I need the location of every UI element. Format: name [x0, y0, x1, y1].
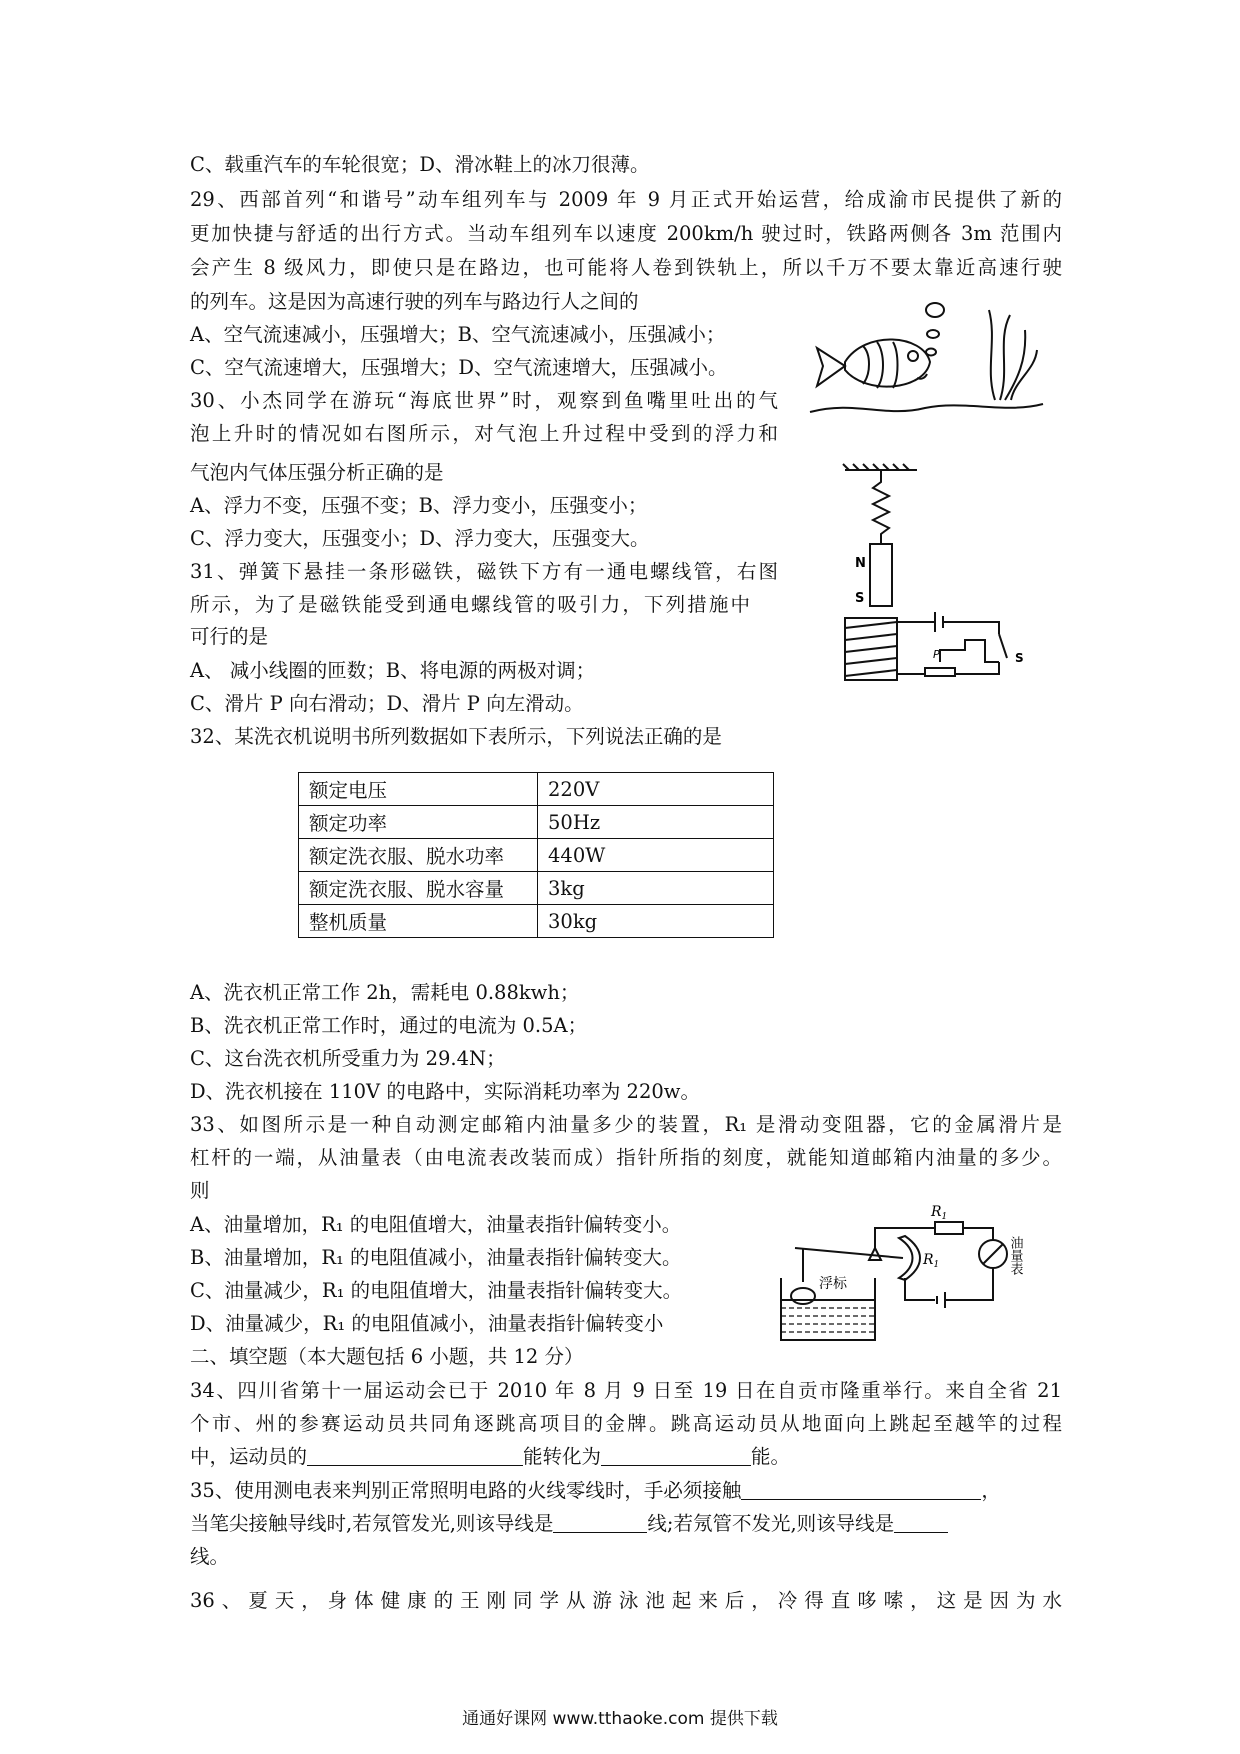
bubble-medium — [927, 330, 939, 338]
q33-line-1: 33、如图所示是一种自动测定邮箱内油量多少的装置，R₁ 是滑动变阻器，它的金属滑片是 — [190, 1113, 1062, 1136]
q33-option-c: C、油量减少，R₁ 的电阻值增大，油量表指针偏转变大。 — [190, 1279, 683, 1302]
spec-value: 3kg — [538, 872, 774, 905]
seaweed — [989, 310, 1037, 400]
washer-spec-table — [298, 772, 774, 938]
q31-line-2: 所示，为了是磁铁能受到通电螺线管的吸引力，下列措施中 — [190, 593, 750, 616]
q34-line-1: 34、四川省第十一届运动会已于 2010 年 8 月 9 日至 19 日在自贡市隆重举行。来自全省 21 — [190, 1379, 1062, 1402]
switch-s-label: S — [1015, 651, 1024, 665]
q34-blank-2 — [601, 1445, 751, 1466]
q28-option-cd: C、载重汽车的车轮很宽；D、滑冰鞋上的冰刀很薄。 — [190, 153, 650, 176]
spec-key: 额定洗衣服、脱水功率 — [299, 839, 538, 872]
q35-blank-3 — [894, 1512, 948, 1533]
q33-option-d: D、油量减少，R₁ 的电阻值减小，油量表指针偏转变小 — [190, 1312, 664, 1335]
q31-line-3: 可行的是 — [190, 625, 269, 648]
magnet-s-label: S — [855, 591, 865, 606]
q29-line-2: 更加快捷与舒适的出行方式。当动车组列车以速度 200km/h 驶过时，铁路两侧各 3m 范围内 — [190, 222, 1062, 245]
q30-option-ab: A、浮力不变，压强不变；B、浮力变小，压强变小； — [190, 494, 648, 517]
q32-option-c: C、这台洗衣机所受重力为 29.4N； — [190, 1047, 506, 1070]
spec-row — [299, 773, 774, 806]
q36-line-1: 36、夏天，身体健康的王刚同学从游泳池起来后，冷得直哆嗦，这是因为水 — [190, 1589, 1062, 1612]
q34-blank-1 — [307, 1445, 523, 1466]
q29-option-ab: A、空气流速减小，压强增大；B、空气流速减小，压强减小； — [190, 323, 726, 346]
q35-text-d: 线;若氖管不发光,则该导线是 — [647, 1512, 895, 1535]
rheostat — [897, 668, 999, 676]
spec-key: 整机质量 — [299, 905, 538, 938]
q30-line-2: 泡上升时的情况如右图所示，对气泡上升过程中受到的浮力和 — [190, 422, 778, 445]
bubble-large — [926, 303, 944, 317]
q32-stem: 32、某洗衣机说明书所列数据如下表所示，下列说法正确的是 — [190, 725, 722, 748]
q33-line-2: 杠杆的一端，从油量表（由电流表改装而成）指针所指的刻度，就能知道邮箱内油量的多少。 — [190, 1146, 1062, 1169]
q32-option-a: A、洗衣机正常工作 2h，需耗电 0.88kwh； — [190, 981, 580, 1004]
fish-eye — [908, 351, 918, 361]
q31-option-ab: A、 减小线圈的匝数；B、将电源的两极对调； — [190, 659, 596, 682]
q30-option-cd: C、浮力变大，压强变小；D、浮力变大，压强变大。 — [190, 527, 650, 550]
q30-line-1: 30、小杰同学在游玩“海底世界”时，观察到鱼嘴里吐出的气 — [190, 389, 778, 412]
float-label: 浮标 — [819, 1276, 847, 1292]
lever-arm — [795, 1248, 903, 1258]
q35-blank-2 — [553, 1512, 647, 1533]
q35-text-a: 35、使用测电表来判别正常照明电路的火线零线时，手必须接触 — [190, 1479, 742, 1502]
q34-line-2: 个市、州的参赛运动员共同角逐跳高项目的金牌。跳高运动员从地面向上跳起至越竿的过程 — [190, 1412, 1062, 1435]
fish-bubbles-figure — [805, 300, 1045, 440]
fish-body — [845, 339, 930, 386]
solenoid-circuit-figure — [825, 462, 1045, 682]
page-footer: 通通好课网 www.tthaoke.com 提供下载 — [462, 1709, 778, 1729]
q31-line-1: 31、弹簧下悬挂一条形磁铁，磁铁下方有一通电螺线管，右图 — [190, 560, 778, 583]
oil-hatch — [781, 1308, 875, 1332]
q34-text-c: 能。 — [751, 1445, 791, 1468]
q29-line-3: 会产生 8 级风力，即使只是在路边，也可能将人卷到铁轨上，所以千万不要太靠近高速行驶 — [190, 256, 1062, 279]
oil-meter-label: 油量表 — [1007, 1236, 1023, 1275]
fish-tail — [817, 348, 845, 386]
q29-line-1: 29、西部首列“和谐号”动车组列车与 2009 年 9 月正式开始运营，给成渝市民提供了新的 — [190, 188, 1062, 211]
spec-value: 220V — [538, 773, 774, 806]
solenoid-coil — [845, 622, 897, 676]
spec-value: 50Hz — [538, 806, 774, 839]
bar-magnet — [870, 544, 892, 606]
section-2-heading: 二、填空题（本大题包括 6 小题，共 12 分） — [190, 1345, 584, 1368]
q33-option-a: A、油量增加，R₁ 的电阻值增大，油量表指针偏转变小。 — [190, 1213, 682, 1236]
q33-option-b: B、油量增加，R₁ 的电阻值减小，油量表指针偏转变大。 — [190, 1246, 682, 1269]
q32-option-d: D、洗衣机接在 110V 的电路中，实际消耗功率为 220w。 — [190, 1080, 700, 1103]
fish-stripes — [863, 342, 898, 388]
slider-p-label: P — [933, 648, 940, 661]
float — [791, 1288, 815, 1304]
q32-option-b: B、洗衣机正常工作时，通过的电流为 0.5A； — [190, 1014, 588, 1037]
q34-text-a: 中，运动员的 — [190, 1445, 308, 1468]
q34-text-b: 能转化为 — [523, 1445, 602, 1468]
oil-gauge-figure — [775, 1200, 1050, 1345]
q34-line-3 — [190, 1444, 790, 1470]
fixed-resistor — [935, 1222, 963, 1234]
spec-row — [299, 905, 774, 938]
r1-label: $R_1$ — [923, 1252, 940, 1270]
bottom-wire — [905, 1268, 993, 1300]
magnet-n-label: N — [855, 556, 866, 571]
spec-key: 额定电压 — [299, 773, 538, 806]
spec-row — [299, 806, 774, 839]
q31-option-cd: C、滑片 P 向右滑动；D、滑片 P 向左滑动。 — [190, 692, 584, 715]
spec-key: 额定功率 — [299, 806, 538, 839]
q33-line-3: 则 — [190, 1179, 210, 1202]
switch — [999, 634, 1007, 672]
q35-line-3: 线。 — [190, 1545, 230, 1568]
spec-row — [299, 839, 774, 872]
spec-key: 额定洗衣服、脱水容量 — [299, 872, 538, 905]
q29-line-4: 的列车。这是因为高速行驶的列车与路边行人之间的 — [190, 290, 639, 313]
spec-value: 440W — [538, 839, 774, 872]
q35-line-2 — [190, 1511, 948, 1537]
pivot — [869, 1248, 881, 1260]
spec-value: 30kg — [538, 905, 774, 938]
slider-wire — [940, 640, 999, 662]
q29-option-cd: C、空气流速增大，压强增大；D、空气流速增大，压强减小。 — [190, 356, 728, 379]
q35-text-c: 当笔尖接触导线时,若氖管发光,则该导线是 — [190, 1512, 554, 1535]
circuit-top-wire — [897, 622, 999, 634]
meter-needle — [983, 1244, 1003, 1264]
q35-text-b: ， — [981, 1479, 1001, 1502]
q35-line-1 — [190, 1478, 1001, 1504]
seabed — [810, 404, 1043, 412]
q30-line-3: 气泡内气体压强分析正确的是 — [190, 461, 444, 484]
spring — [873, 470, 889, 544]
r-top-label: $R_1$ — [931, 1204, 948, 1222]
q35-blank-1 — [741, 1479, 981, 1500]
spec-row — [299, 872, 774, 905]
